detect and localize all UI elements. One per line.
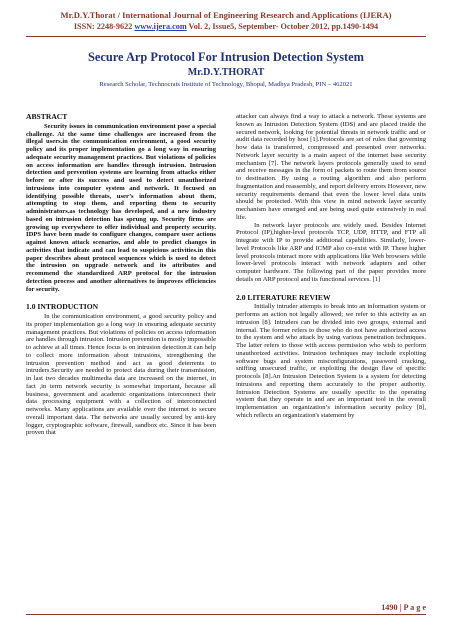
- journal-link[interactable]: www.ijera.com: [134, 22, 187, 31]
- footer-divider: [26, 614, 426, 615]
- issue-info: Vol. 2, Issue5, September- October 2012, pp.1490-1494: [188, 22, 379, 31]
- abstract-heading: ABSTRACT: [26, 112, 68, 121]
- author-name: Mr.D.Y.THORAT: [187, 67, 265, 78]
- left-column: [26, 113, 216, 437]
- author-affiliation: Research Scholar, Technocrats Institute of Technology, Bhopal, Madhya Pradesh, PIN – 462021: [99, 81, 353, 88]
- paper-title: Secure Arp Protocol For Intrusion Detection System: [88, 50, 364, 64]
- body-paragraph-1: attacker can always find a way to attack a network. These systems are known as Intrusion Detection System (IDS) and are placed inside the secured network, looking for potential threats in network traffic and or audit data recorded by host [1].Protocols are set of rules that governing how data is transferred, compressed and presented over networks. Network layer security is a main aspect of the internet base security mechanism [7]. The network layers protocols generally used to send and receive messages in the form of packets to route them from source to destination. By using a routing algorithm and also perform fragmentation and reassembly, and report delivery errors However, new security requirements demand that even the lower level data units should be protected. With this view in mind network layer security mechanism have emerged and are being used quite extensively in real life.: [236, 113, 426, 221]
- literature-review-text: Initially intruder attempts to break into an information system or performs an action not legally allowed; we refer to this activity as an intrusion [8]. Intruders can be divided into two groups, external and internal. The former refers to those who do not have authorized access to the system and who attack by using various penetration techniques. The latter refers to those with access permission who wish to perform unauthorized activities. Intrusion techniques may include exploiting software bugs and system misconfigurations, password cracking, sniffing unsecured traffic, or exploiting the design flaw of specific protocols [8].An Intrusion Detection System is a system for detecting intrusions and reporting them accurately to the proper authority. Intrusion Detection Systems are usually specific to the operating system that they operate in and are an important tool in the overall implementation an organization’s information security policy [8], which reflects an organization's statement by: [236, 303, 426, 419]
- right-column: [236, 113, 426, 420]
- introduction-text: In the communication environment, a good security policy and its proper implementation go a long way in ensuring adequate security management practices. But violations of policies on access information are handles through intrusion. Intrusion prevention is mostly impossible to achieve at all times. Hence focus is on intrusion detection.it can help to collect more information about intrusions, strengthening the intrusion prevention method and act as good deterrents to intruders.Security are needed to protect data during their transmission, in last two decades multimedia data are increased on the internet, in fact ,in term network security is somewhat important, because all business, government and academic organizations interconnect their data processing equipment with a collection of interconnected networks. Many applications are available over the internet to secure overall important data. The networks are usually secured by anti-key logger, cryptographic software, firewall, sandbox etc. Since it has been proven that: [26, 313, 216, 437]
- journal-issue-line: [0, 21, 452, 32]
- page-number: 1490 | P a g e: [381, 603, 426, 612]
- introduction-heading: 1.0 INTRODUCTION: [26, 302, 99, 312]
- abstract-text: Security issues in communication environment pose a special challenge. At the same time challenges are increased from the illegal users.in the communication environment, a good security policy and its proper implementation go a long way in ensuring adequate security management practices. But violations of policies on access information are handles through intrusion. Intrusion detection and prevention systems are learning from attacks either before or after its success and used to detect unauthorized intrusions into computer system and network. It focused on identifying possible threats, user’s information about them, attempting to stop them, and reporting them to security administrators.as technology has developed, and a new industry based on intrusion detection has sprung up. Security firms are growing up everywhere to offer individual and property security. IDPS have been made to configure changes, compare user actions against known attack scenarios, and able to predict changes in activities that indicate and can lead to suspicious activities.in this paper describes about protocol sequences which is used to detect the intrusion on upgrade network and its attributes and recommend the standardized ARP protocol for the intrusion detection process and another alternatives to improves efficiencies for security.: [26, 122, 216, 293]
- body-paragraph-2: In network layer protocols are widely used. Besides Internet Protocol (IP),higher-level protocols TCP, UDP, HTTP, and FTP all integrate with IP to provide additional capabilities. Similarly, lower-level Protocols like ARP and ICMP also co-exist with IP. These higher level protocols interact more with applications like Web browsers while lower-level protocols interact with network adapters and other computer hardware. The following part of the paper provides more details on ARP protocol and its functional services. [1]: [236, 221, 426, 283]
- literature-review-heading: 2.0 LITERATURE REVIEW: [236, 292, 331, 302]
- issn: ISSN: 2248-9622: [73, 22, 133, 31]
- header-divider: [26, 36, 426, 37]
- journal-header: [0, 10, 452, 32]
- journal-title-line: Mr.D.Y.Thorat / International Journal of Engineering Research and Applications (IJERA): [60, 10, 392, 20]
